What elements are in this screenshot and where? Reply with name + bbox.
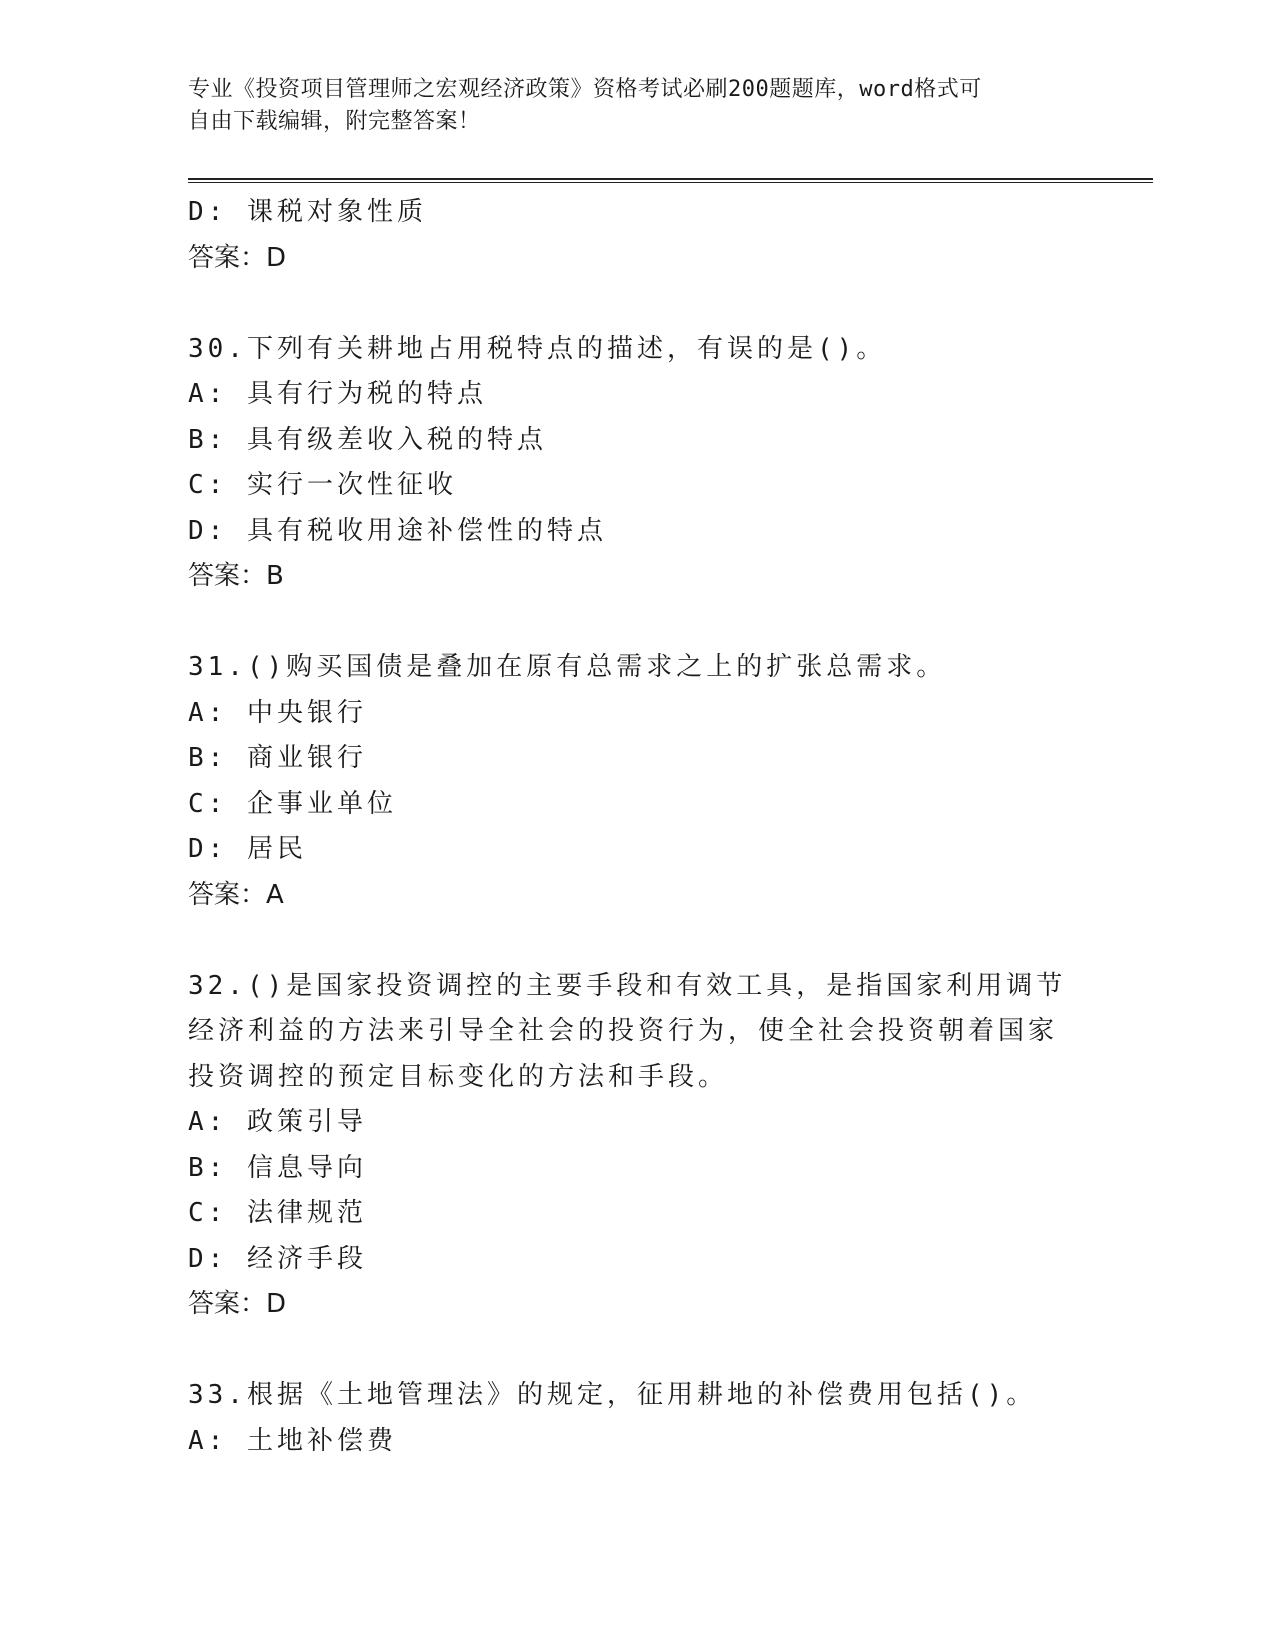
question-30 <box>188 327 1088 600</box>
option-c: C: 企事业单位 <box>188 788 397 819</box>
question-stem: 32.()是国家投资调控的主要手段和有效工具，是指国家利用调节经济利益的方法来引导全社会的投资行为，使全社会投资朝着国家投资调控的预定目标变化的方法和手段。 <box>188 970 1067 1092</box>
question-stem: 31.()购买国债是叠加在原有总需求之上的扩张总需求。 <box>188 652 947 682</box>
answer: 答案：A <box>188 879 284 910</box>
answer: 答案：D <box>188 242 287 273</box>
spacer <box>188 1328 1088 1374</box>
option-d: D: 课税对象性质 <box>188 197 427 227</box>
option-b: B: 信息导向 <box>188 1152 367 1183</box>
spacer <box>188 281 1088 327</box>
option-c: C: 实行一次性征收 <box>188 470 457 500</box>
question-32 <box>188 964 1088 1328</box>
option-a: A: 具有行为税的特点 <box>188 379 487 409</box>
header-line-2: 自由下载编辑，附完整答案！ <box>188 109 481 134</box>
option-b: B: 商业银行 <box>188 743 367 773</box>
option-d: D: 居民 <box>188 834 307 864</box>
option-c: C: 法律规范 <box>188 1198 367 1228</box>
question-stem: 30.下列有关耕地占用税特点的描述，有误的是()。 <box>188 333 887 364</box>
header-divider <box>188 178 1153 183</box>
header-line-1: 专业《投资项目管理师之宏观经济政策》资格考试必刷200题题库，word格式可 <box>188 77 982 102</box>
question-list <box>188 190 1088 1464</box>
document-header <box>188 74 1068 138</box>
spacer <box>188 918 1088 964</box>
question-31 <box>188 645 1088 918</box>
answer: 答案：D <box>188 1289 287 1319</box>
option-a: A: 土地补偿费 <box>188 1425 397 1456</box>
option-b: B: 具有级差收入税的特点 <box>188 424 547 455</box>
answer: 答案：B <box>188 561 284 591</box>
spacer <box>188 600 1088 646</box>
question-stem: 33.根据《土地管理法》的规定，征用耕地的补偿费用包括()。 <box>188 1380 1037 1410</box>
question-33 <box>188 1373 1088 1464</box>
option-d: D: 具有税收用途补偿性的特点 <box>188 515 607 546</box>
option-a: A: 中央银行 <box>188 697 367 728</box>
option-d: D: 经济手段 <box>188 1243 367 1274</box>
option-a: A: 政策引导 <box>188 1107 367 1137</box>
